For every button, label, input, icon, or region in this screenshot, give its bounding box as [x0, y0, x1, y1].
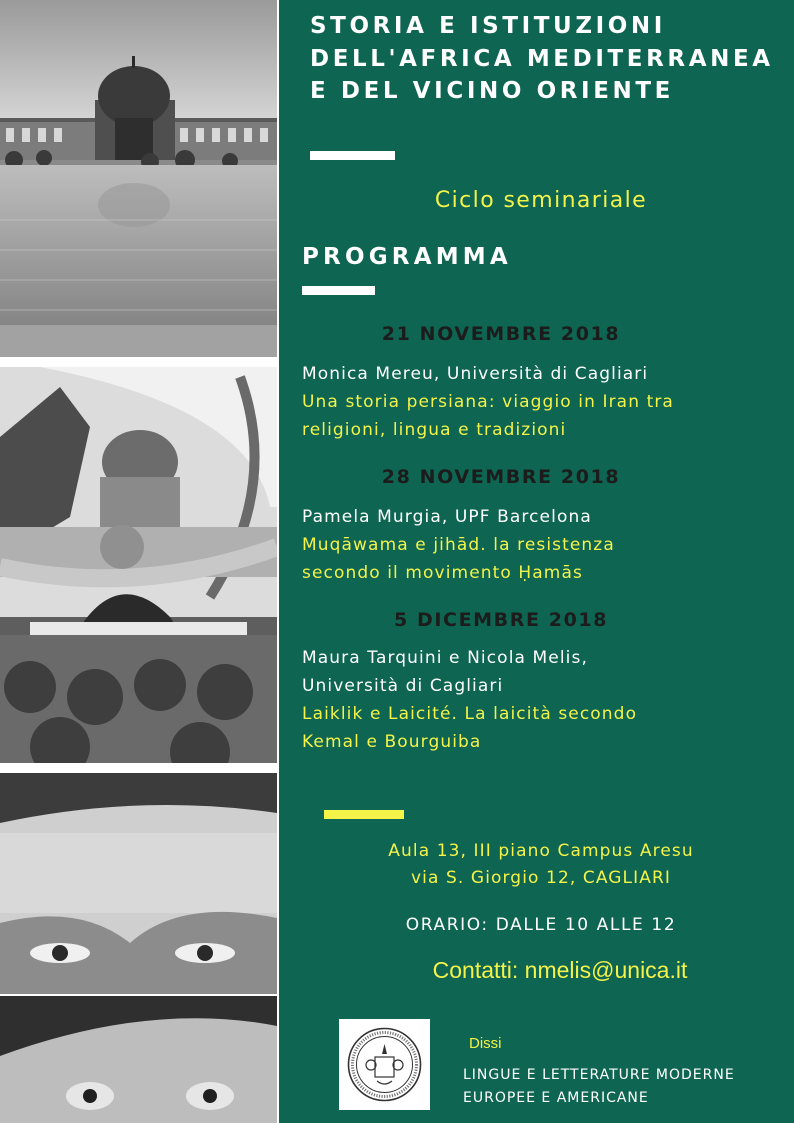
session-speaker: Università di Cagliari [302, 676, 504, 696]
department-name [463, 1064, 735, 1110]
session-speaker: Monica Mereu, Università di Cagliari [302, 364, 649, 384]
session-date: 5 DICEMBRE 2018 [393, 609, 609, 631]
contact-email: Contatti: nmelis@unica.it [432, 957, 688, 983]
session-talk-title: secondo il movimento Ḥamās [302, 563, 583, 583]
section-heading: PROGRAMMA [302, 244, 512, 270]
department-name-line: EUROPEE E AMERICANE [463, 1090, 649, 1106]
session-date: 21 NOVEMBRE 2018 [381, 323, 621, 345]
venue-room: Aula 13, III piano Campus Aresu [388, 841, 694, 861]
session-talk-title: religioni, lingua e tradizioni [302, 420, 567, 440]
section-underline [302, 286, 375, 295]
dome-rock-photo [0, 367, 277, 763]
department-short-name: Dissi [469, 1035, 502, 1052]
title-underline [310, 151, 395, 160]
venue-address: via S. Giorgio 12, CAGLIARI [411, 868, 671, 888]
session-speaker: Pamela Murgia, UPF Barcelona [302, 507, 592, 527]
program-panel [279, 0, 794, 1123]
schedule-time: ORARIO: DALLE 10 ALLE 12 [405, 915, 677, 935]
event-title: STORIA E ISTITUZIONI DELL'AFRICA MEDITERRANEA E DEL VICINO ORIENTE [310, 13, 774, 104]
university-seal [339, 1019, 430, 1110]
venue-divider [324, 810, 404, 819]
session-talk-title: Laiklik e Laicité. La laicità secondo [302, 704, 638, 724]
event-subtitle: Ciclo seminariale [434, 188, 648, 213]
session-talk-title: Muqāwama e jihād. la resistenza [302, 535, 615, 555]
mosque-photo [0, 0, 277, 357]
session-talk-title: Kemal e Bourguiba [302, 732, 482, 752]
session-talk-title: Una storia persiana: viaggio in Iran tra [302, 392, 674, 412]
face-photo [0, 996, 277, 1123]
session-date: 28 NOVEMBRE 2018 [381, 466, 621, 488]
session-speaker: Maura Tarquini e Nicola Melis, [302, 648, 588, 668]
eyes-photo [0, 773, 277, 994]
department-name-line: LINGUE E LETTERATURE MODERNE [463, 1067, 735, 1083]
